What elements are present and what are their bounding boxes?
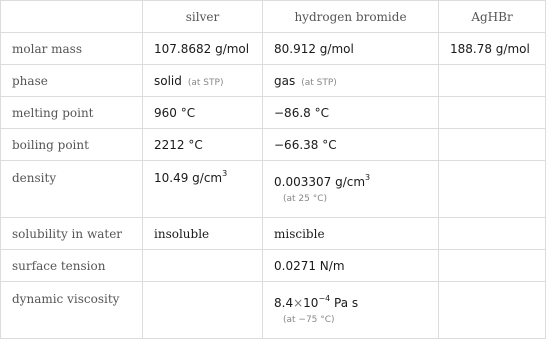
cell-silver-viscosity bbox=[143, 282, 263, 339]
cell-hbr-melting-point: −86.8 °C bbox=[263, 97, 439, 129]
cell-hbr-surface-tension: 0.0271 N/m bbox=[263, 250, 439, 282]
row-label-phase: phase bbox=[1, 65, 143, 97]
table-row bbox=[1, 282, 546, 339]
row-label-melting-point: melting point bbox=[1, 97, 143, 129]
row-label-density: density bbox=[1, 161, 143, 218]
table-row bbox=[1, 33, 546, 65]
cell-silver-melting-point: 960 °C bbox=[143, 97, 263, 129]
density-exponent: 3 bbox=[222, 169, 228, 178]
density-exponent: 3 bbox=[365, 172, 371, 182]
phase-value: solid bbox=[154, 73, 182, 88]
cell-hbr-viscosity bbox=[263, 282, 439, 339]
cell-hbr-solubility: miscible bbox=[263, 218, 439, 250]
density-value: 0.003307 g/cm bbox=[274, 174, 366, 189]
header-aghbr: AgHBr bbox=[439, 1, 546, 33]
cell-silver-boiling-point: 2212 °C bbox=[143, 129, 263, 161]
cell-hbr-density bbox=[263, 161, 439, 218]
cell-aghbr-solubility bbox=[439, 218, 546, 250]
table-row bbox=[1, 129, 546, 161]
row-label-boiling-point: boiling point bbox=[1, 129, 143, 161]
cell-aghbr-molar-mass: 188.78 g/mol bbox=[439, 33, 546, 65]
viscosity-base: 10 bbox=[303, 295, 319, 310]
phase-note: (at STP) bbox=[301, 77, 337, 88]
phase-value: gas bbox=[274, 73, 296, 88]
row-label-surface-tension: surface tension bbox=[1, 250, 143, 282]
viscosity-exponent: −4 bbox=[318, 293, 331, 303]
cell-aghbr-surface-tension bbox=[439, 250, 546, 282]
row-label-solubility: solubility in water bbox=[1, 218, 143, 250]
cell-silver-density bbox=[143, 161, 263, 218]
table-row bbox=[1, 65, 546, 97]
cell-aghbr-phase bbox=[439, 65, 546, 97]
cell-aghbr-viscosity bbox=[439, 282, 546, 339]
viscosity-unit: Pa s bbox=[330, 295, 359, 310]
cell-hbr-molar-mass: 80.912 g/mol bbox=[263, 33, 439, 65]
density-note: (at 25 °C) bbox=[283, 193, 328, 204]
cell-silver-molar-mass: 107.8682 g/mol bbox=[143, 33, 263, 65]
header-empty bbox=[1, 1, 143, 33]
viscosity-times: × bbox=[293, 295, 304, 310]
header-silver: silver bbox=[143, 1, 263, 33]
cell-aghbr-boiling-point bbox=[439, 129, 546, 161]
cell-aghbr-density bbox=[439, 161, 546, 218]
viscosity-mantissa: 8.4 bbox=[274, 295, 294, 310]
row-label-viscosity: dynamic viscosity bbox=[1, 282, 143, 339]
phase-note: (at STP) bbox=[187, 77, 224, 88]
density-value: 10.49 g/cm bbox=[154, 171, 223, 185]
table-row bbox=[1, 97, 546, 129]
cell-silver-solubility: insoluble bbox=[143, 218, 263, 250]
table-row bbox=[1, 218, 546, 250]
cell-hbr-boiling-point: −66.38 °C bbox=[263, 129, 439, 161]
header-hydrogen-bromide: hydrogen bromide bbox=[263, 1, 439, 33]
viscosity-note: (at −75 °C) bbox=[283, 314, 335, 325]
cell-aghbr-melting-point bbox=[439, 97, 546, 129]
table-row bbox=[1, 250, 546, 282]
table-row bbox=[1, 161, 546, 218]
cell-silver-phase bbox=[143, 65, 263, 97]
row-label-molar-mass: molar mass bbox=[1, 33, 143, 65]
header-row bbox=[1, 1, 546, 33]
cell-silver-surface-tension bbox=[143, 250, 263, 282]
cell-hbr-phase bbox=[263, 65, 439, 97]
